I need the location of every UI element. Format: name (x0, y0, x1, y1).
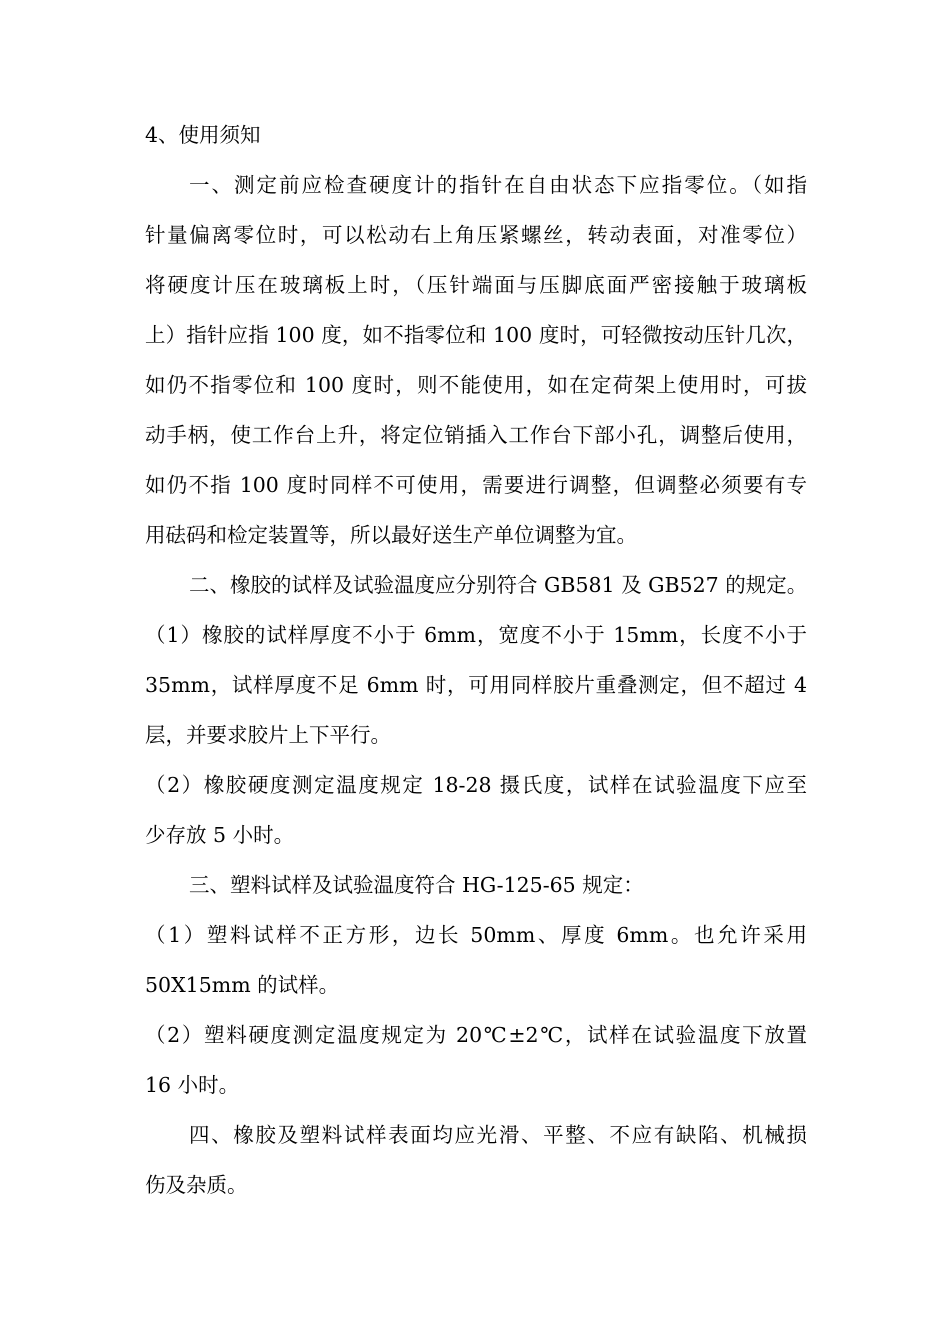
paragraph-5-line-2: 50X15mm 的试样。 (145, 973, 340, 997)
paragraph-1-line-2: 针量偏离零位时，可以松动右上角压紧螺丝，转动表面，对准零位） (145, 223, 807, 247)
paragraph-2-line-2: （1）橡胶的试样厚度不小于 6mm，宽度不小于 15mm，长度不小于 (145, 623, 807, 647)
paragraph-1-line-6: 动手柄，使工作台上升，将定位销插入工作台下部小孔，调整后使用， (145, 423, 807, 447)
paragraph-3-line-1: （2）橡胶硬度测定温度规定 18-28 摄氏度，试样在试验温度下应至 (145, 773, 807, 797)
paragraph-1-line-3: 将硬度计压在玻璃板上时，（压针端面与压脚底面严密接触于玻璃板 (145, 273, 807, 297)
paragraph-7-line-2: 伤及杂质。 (145, 1173, 248, 1197)
paragraph-5-line-1: （1）塑料试样不正方形，边长 50mm、厚度 6mm。也允许采用 (145, 923, 807, 947)
paragraph-2-line-1: 二、橡胶的试样及试验温度应分别符合 GB581 及 GB527 的规定。 (189, 573, 808, 597)
paragraph-1-line-8: 用砝码和检定装置等，所以最好送生产单位调整为宜。 (145, 523, 637, 547)
paragraph-1-line-5: 如仍不指零位和 100 度时，则不能使用，如在定荷架上使用时，可拔 (145, 373, 807, 397)
paragraph-6-line-2: 16 小时。 (145, 1073, 240, 1097)
paragraph-1-line-7: 如仍不指 100 度时同样不可使用，需要进行调整，但调整必须要有专 (145, 473, 807, 497)
paragraph-2-line-4: 层，并要求胶片上下平行。 (145, 723, 391, 747)
paragraph-4-line-1: 三、塑料试样及试验温度符合 HG-125-65 规定： (189, 873, 644, 897)
paragraph-1-line-1: 一、测定前应检查硬度计的指针在自由状态下应指零位。（如指 (189, 173, 807, 197)
paragraph-6-line-1: （2）塑料硬度测定温度规定为 20℃±2℃，试样在试验温度下放置 (145, 1023, 807, 1047)
paragraph-7-line-1: 四、橡胶及塑料试样表面均应光滑、平整、不应有缺陷、机械损 (189, 1123, 807, 1147)
paragraph-1-line-4: 上）指针应指 100 度，如不指零位和 100 度时，可轻微按动压针几次， (145, 323, 807, 347)
section-heading: 4、使用须知 (145, 123, 261, 147)
paragraph-3-line-2: 少存放 5 小时。 (145, 823, 295, 847)
paragraph-2-line-3: 35mm，试样厚度不足 6mm 时，可用同样胶片重叠测定，但不超过 4 (145, 673, 807, 697)
